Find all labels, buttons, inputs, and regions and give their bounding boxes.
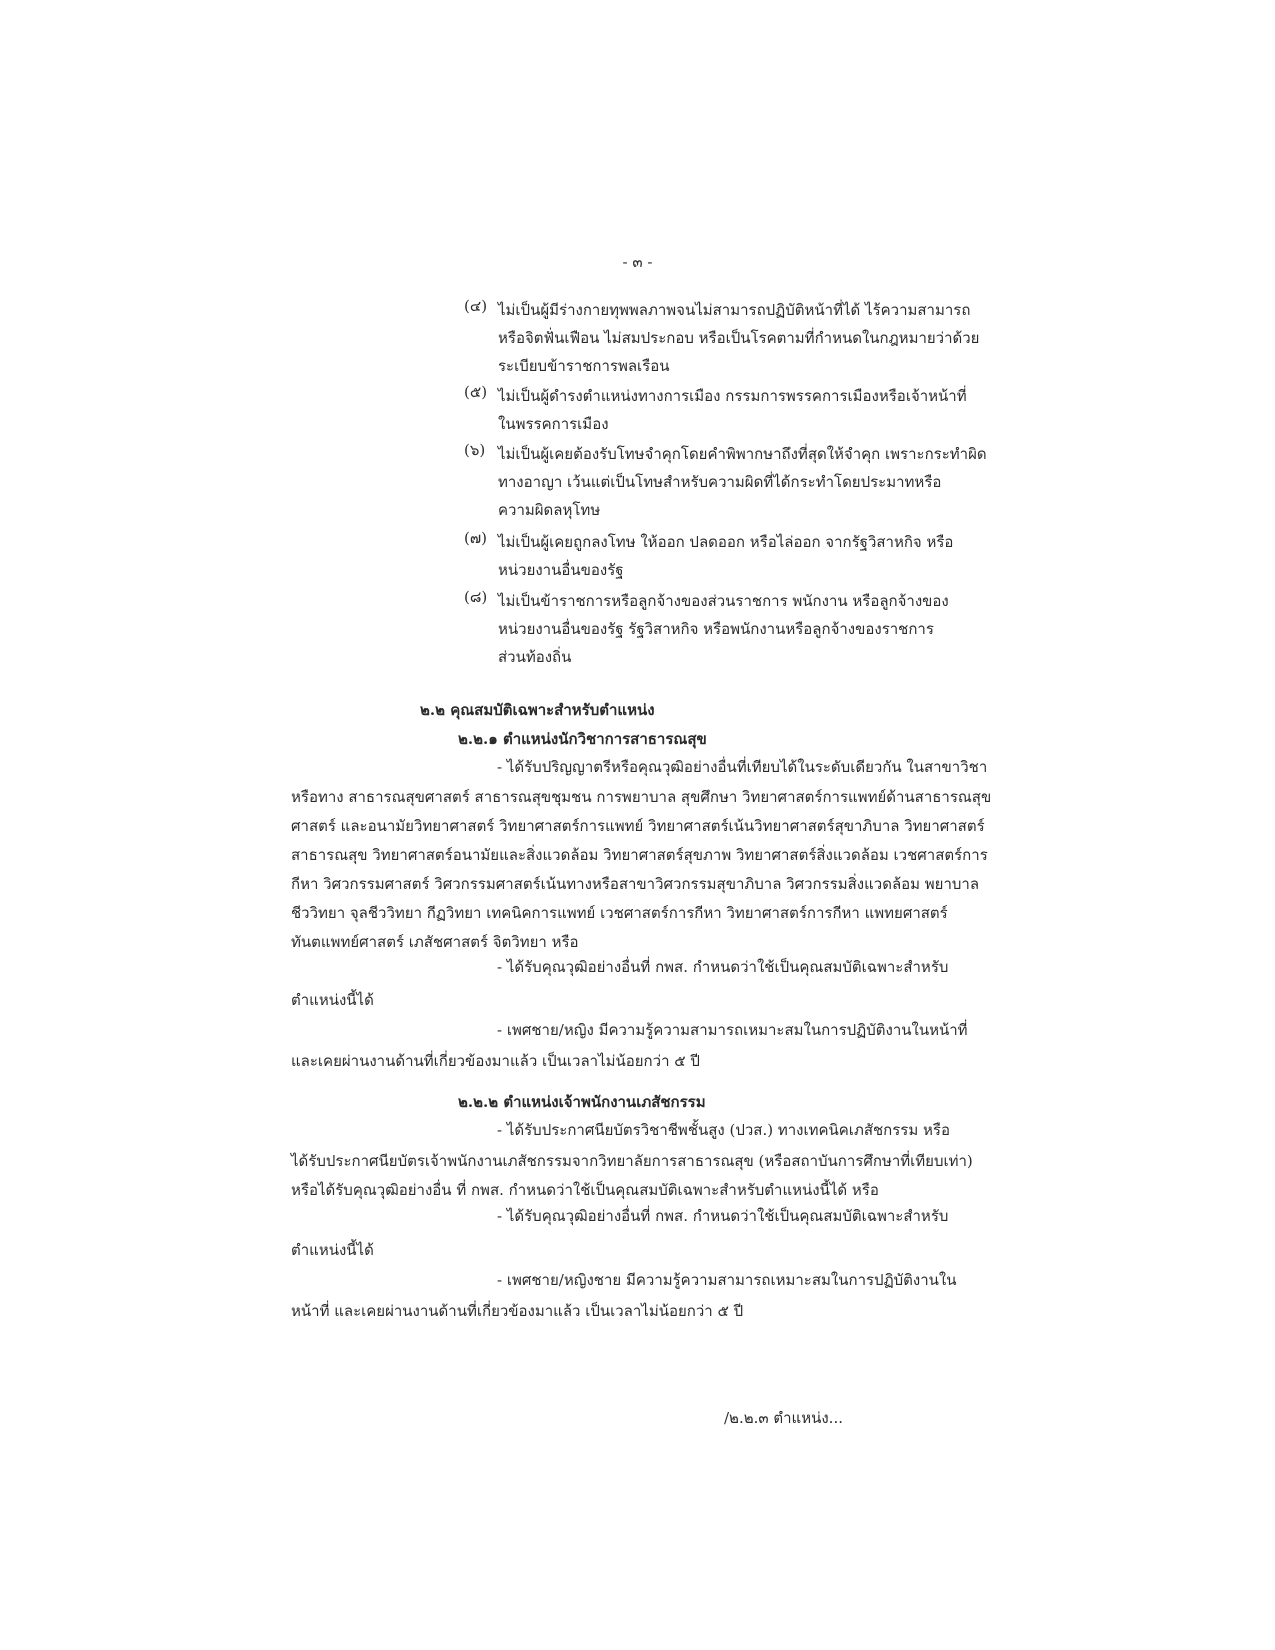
list-item <box>464 587 1024 671</box>
list-line: ไม่เป็นผู้ดำรงตำแหน่งทางการเมือง กรรมการพรรคการเมืองหรือเจ้าหน้าที่ <box>498 387 967 405</box>
list-line: ไม่เป็นผู้มีร่างกายทุพพลภาพจนไม่สามารถปฏิบัติหน้าที่ได้ ไร้ความสามารถ <box>498 301 971 319</box>
paragraph-line: ตำแหน่งนี้ได้ <box>291 1241 374 1259</box>
list-line: หน่วยงานอื่นของรัฐ <box>498 561 624 579</box>
list-line: ทางอาญา เว้นแต่เป็นโทษสำหรับความผิดที่ได้กระทำโดยประมาทหรือ <box>498 473 942 491</box>
list-item <box>464 296 1024 380</box>
page-number: - ๓ - <box>622 253 653 271</box>
paragraph-line: สาธารณสุข วิทยาศาสตร์อนามัยและสิ่งแวดล้อม วิทยาศาสตร์สุขภาพ วิทยาศาสตร์สิ่งแวดล้อม เวชศาสตร์การ <box>291 846 988 864</box>
list-line: ไม่เป็นข้าราชการหรือลูกจ้างของส่วนราชการ พนักงาน หรือลูกจ้างของ <box>498 592 949 610</box>
paragraph-line: ทันตแพทย์ศาสตร์ เภสัชศาสตร์ จิตวิทยา หรือ <box>291 933 579 951</box>
continuation-marker: /๒.๒.๓ ตำแหน่ง... <box>724 1409 843 1427</box>
list-marker: (๖) <box>464 441 486 459</box>
paragraph-line: หรือทาง สาธารณสุขศาสตร์ สาธารณสุขชุมชน การพยาบาล สุขศึกษา วิทยาศาสตร์การแพทย์ด้านสาธารณสุข <box>291 788 992 806</box>
paragraph-line: ได้รับประกาศนียบัตรเจ้าพนักงานเภสัชกรรมจากวิทยาลัยการสาธารณสุข (หรือสถาบันการศึกษาที่เทียบเท่า) <box>291 1152 973 1170</box>
list-line: หน่วยงานอื่นของรัฐ รัฐวิสาหกิจ หรือพนักงานหรือลูกจ้างของราชการ <box>498 620 934 638</box>
paragraph-first-line: - ได้รับประกาศนียบัตรวิชาชีพชั้นสูง (ปวส.) ทางเทคนิคเภสัชกรรม หรือ <box>497 1121 950 1139</box>
list-marker: (๗) <box>464 529 487 547</box>
list-item <box>464 440 1024 524</box>
list-line: ไม่เป็นผู้เคยต้องรับโทษจำคุกโดยคำพิพากษาถึงที่สุดให้จำคุก เพราะกระทำผิด <box>498 445 987 463</box>
list-marker: (๘) <box>464 588 488 606</box>
list-line: ส่วนท้องถิ่น <box>498 648 572 666</box>
list-line: ระเบียบข้าราชการพลเรือน <box>498 357 670 375</box>
subsection-heading: ๒.๒.๒ ตำแหน่งเจ้าพนักงานเภสัชกรรม <box>458 1093 706 1111</box>
list-line: ไม่เป็นผู้เคยถูกลงโทษ ให้ออก ปลดออก หรือไล่ออก จากรัฐวิสาหกิจ หรือ <box>498 533 954 551</box>
paragraph <box>291 1147 1026 1205</box>
paragraph-line: ชีววิทยา จุลชีววิทยา กีฏวิทยา เทคนิคการแพทย์ เวชศาสตร์การกีหา วิทยาศาสตร์การกีหา แพทยศาสตร์ <box>291 904 948 922</box>
list-line: หรือจิตฟั่นเฟือน ไม่สมประกอบ หรือเป็นโรคตามที่กำหนดในกฎหมายว่าด้วย <box>498 329 980 347</box>
paragraph-line: หรือได้รับคุณวุฒิอย่างอื่น ที่ กพส. กำหนดว่าใช้เป็นคุณสมบัติเฉพาะสำหรับตำแหน่งนี้ได้ หรือ <box>291 1181 879 1199</box>
list-line: ในพรรคการเมือง <box>498 415 609 433</box>
paragraph-line: และเคยผ่านงานด้านที่เกี่ยวข้องมาแล้ว เป็นเวลาไม่น้อยกว่า ๕ ปี <box>291 1052 700 1070</box>
list-marker: (๕) <box>464 383 488 401</box>
paragraph-first-line: - ได้รับปริญญาตรีหรือคุณวุฒิอย่างอื่นที่เทียบได้ในระดับเดียวกัน ในสาขาวิชา <box>497 758 988 776</box>
subsection-heading: ๒.๒.๑ ตำแหน่งนักวิชาการสาธารณสุข <box>458 730 707 748</box>
paragraph-line: หน้าที่ และเคยผ่านงานด้านที่เกี่ยวข้องมาแล้ว เป็นเวลาไม่น้อยกว่า ๕ ปี <box>291 1302 744 1320</box>
paragraph-first-line: - ได้รับคุณวุฒิอย่างอื่นที่ กพส. กำหนดว่าใช้เป็นคุณสมบัติเฉพาะสำหรับ <box>497 958 949 976</box>
paragraph-line: ศาสตร์ และอนามัยวิทยาศาสตร์ วิทยาศาสตร์การแพทย์ วิทยาศาสตร์เน้นวิทยาศาสตร์สุขาภิบาล วิทยาศาสตร์ <box>291 817 985 835</box>
paragraph-line: ตำแหน่งนี้ได้ <box>291 991 374 1009</box>
list-line: ความผิดลหุโทษ <box>498 501 601 519</box>
paragraph-first-line: - เพศชาย/หญิง มีความรู้ความสามารถเหมาะสมในการปฏิบัติงานในหน้าที่ <box>497 1021 968 1039</box>
paragraph <box>291 783 1026 957</box>
list-item <box>464 382 1024 438</box>
paragraph-first-line: - เพศชาย/หญิงชาย มีความรู้ความสามารถเหมาะสมในการปฏิบัติงานใน <box>497 1271 957 1289</box>
paragraph-line: กีหา วิศวกรรมศาสตร์ วิศวกรรมศาสตร์เน้นทางหรือสาขาวิศวกรรมสุขาภิบาล วิศวกรรมสิ่งแวดล้อม พยาบาล <box>291 875 980 893</box>
list-item <box>464 528 1024 584</box>
paragraph-first-line: - ได้รับคุณวุฒิอย่างอื่นที่ กพส. กำหนดว่าใช้เป็นคุณสมบัติเฉพาะสำหรับ <box>497 1207 949 1225</box>
section-heading: ๒.๒ คุณสมบัติเฉพาะสำหรับตำแหน่ง <box>420 701 655 719</box>
list-marker: (๔) <box>464 297 488 315</box>
